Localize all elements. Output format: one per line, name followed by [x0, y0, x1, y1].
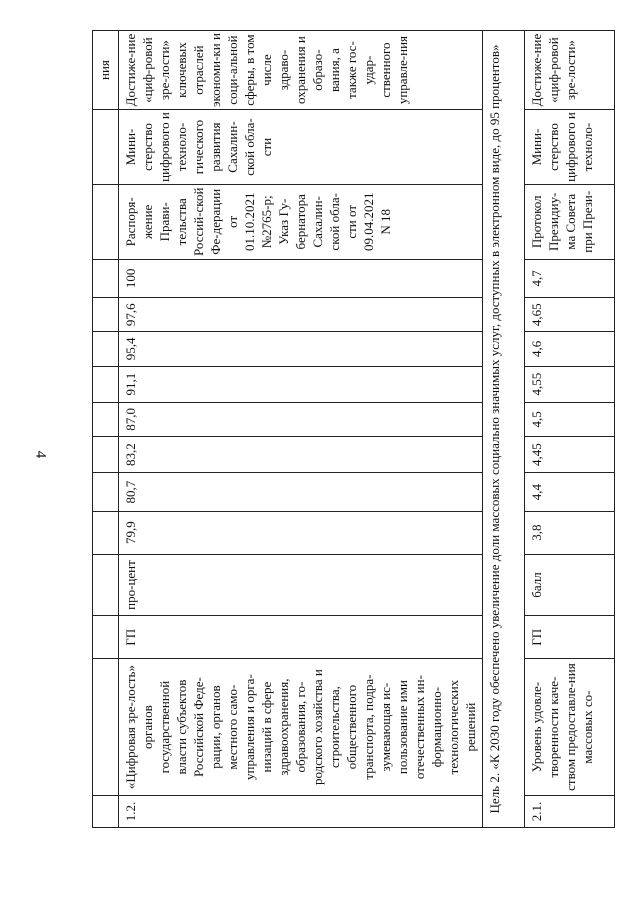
cell: [93, 659, 119, 796]
cell: [93, 184, 119, 259]
value-cell: 79,9: [119, 511, 483, 554]
linked-goal: Достиже-ние «циф-ровой зре-лости» ключевых отраслей экономи-ки и соци-альной сферы, в том числе здраво-охранения и образо-вания, а также гос-удар-ственного управле-ния: [119, 31, 483, 110]
cell: [93, 437, 119, 473]
table-row-1-2: [119, 31, 483, 828]
linked-goal: Достиже-ние «циф-ровой зре-лости»: [525, 31, 615, 110]
cell: [93, 332, 119, 366]
cell: [93, 110, 119, 185]
indicator-type: ГП: [119, 616, 483, 659]
cell: [93, 366, 119, 402]
table-row-2-1: [525, 31, 615, 828]
unit: балл: [525, 554, 615, 616]
cell: [93, 795, 119, 827]
row-number: 2.1.: [525, 795, 615, 827]
value-cell: 4,65: [525, 298, 615, 332]
indicator-type: ГП: [525, 616, 615, 659]
goal-2-heading: Цель 2. «К 2030 году обеспечено увеличение доли массовых социально значимых услуг, доступных в электронном виде, до 95 процентов»: [483, 31, 525, 828]
cell: [93, 511, 119, 554]
table-row-continuation: [93, 31, 119, 828]
cell: [93, 473, 119, 511]
value-cell: 4,45: [525, 437, 615, 473]
unit: про-цент: [119, 554, 483, 616]
value-cell: 97,6: [119, 298, 483, 332]
value-cell: 3,8: [525, 511, 615, 554]
cell: [93, 402, 119, 436]
value-cell: 4,7: [525, 259, 615, 297]
goal-row: [483, 31, 525, 828]
value-cell: 4,4: [525, 473, 615, 511]
cell: [93, 616, 119, 659]
row-number: 1.2.: [119, 795, 483, 827]
value-cell: 91,1: [119, 366, 483, 402]
legal-basis: Протокол Президиу-ма Совета при Прези-: [525, 184, 615, 259]
cell: [93, 259, 119, 297]
rotated-table-viewport: [92, 30, 632, 828]
value-cell: 80,7: [119, 473, 483, 511]
value-cell: 4,55: [525, 366, 615, 402]
responsible-body: Мини-стерство цифрового и техноло-гического развития Сахалин-ской обла-сти: [119, 110, 483, 185]
cell-link-tail: ния: [93, 31, 119, 110]
page-number: 4: [32, 450, 49, 459]
value-cell: 83,2: [119, 437, 483, 473]
legal-basis: Распоря-жение Прави-тельства Россий-ской Фе-дерации от 01.10.2021 №2765-р; Указ Гу-бернатора Сахалин-ской обла-сти от 09.04.2021 N 18: [119, 184, 483, 259]
cell: [93, 554, 119, 616]
value-cell: 95,4: [119, 332, 483, 366]
responsible-body: Мини-стерство цифрового и техноло-: [525, 110, 615, 185]
value-cell: 100: [119, 259, 483, 297]
rotated-table: [92, 30, 632, 828]
cell: [93, 298, 119, 332]
indicator-name: «Цифровая зре-лость» органов государственной власти субъектов Российской Феде-рации, органов местного само-управления и орга-низаций в сфере здравоохранения, образования, го-родского хозяйства и строительства, общественного транспорта, подра-зумевающая ис-пользование ими отечественных ин-формационно-технологических решений: [119, 659, 483, 796]
indicator-name: Уровень удовле-творенности каче-ством предоставле-ния массовых со-: [525, 659, 615, 796]
indicators-table: [92, 30, 615, 828]
value-cell: 4,5: [525, 402, 615, 436]
value-cell: 87,0: [119, 402, 483, 436]
value-cell: 4,6: [525, 332, 615, 366]
